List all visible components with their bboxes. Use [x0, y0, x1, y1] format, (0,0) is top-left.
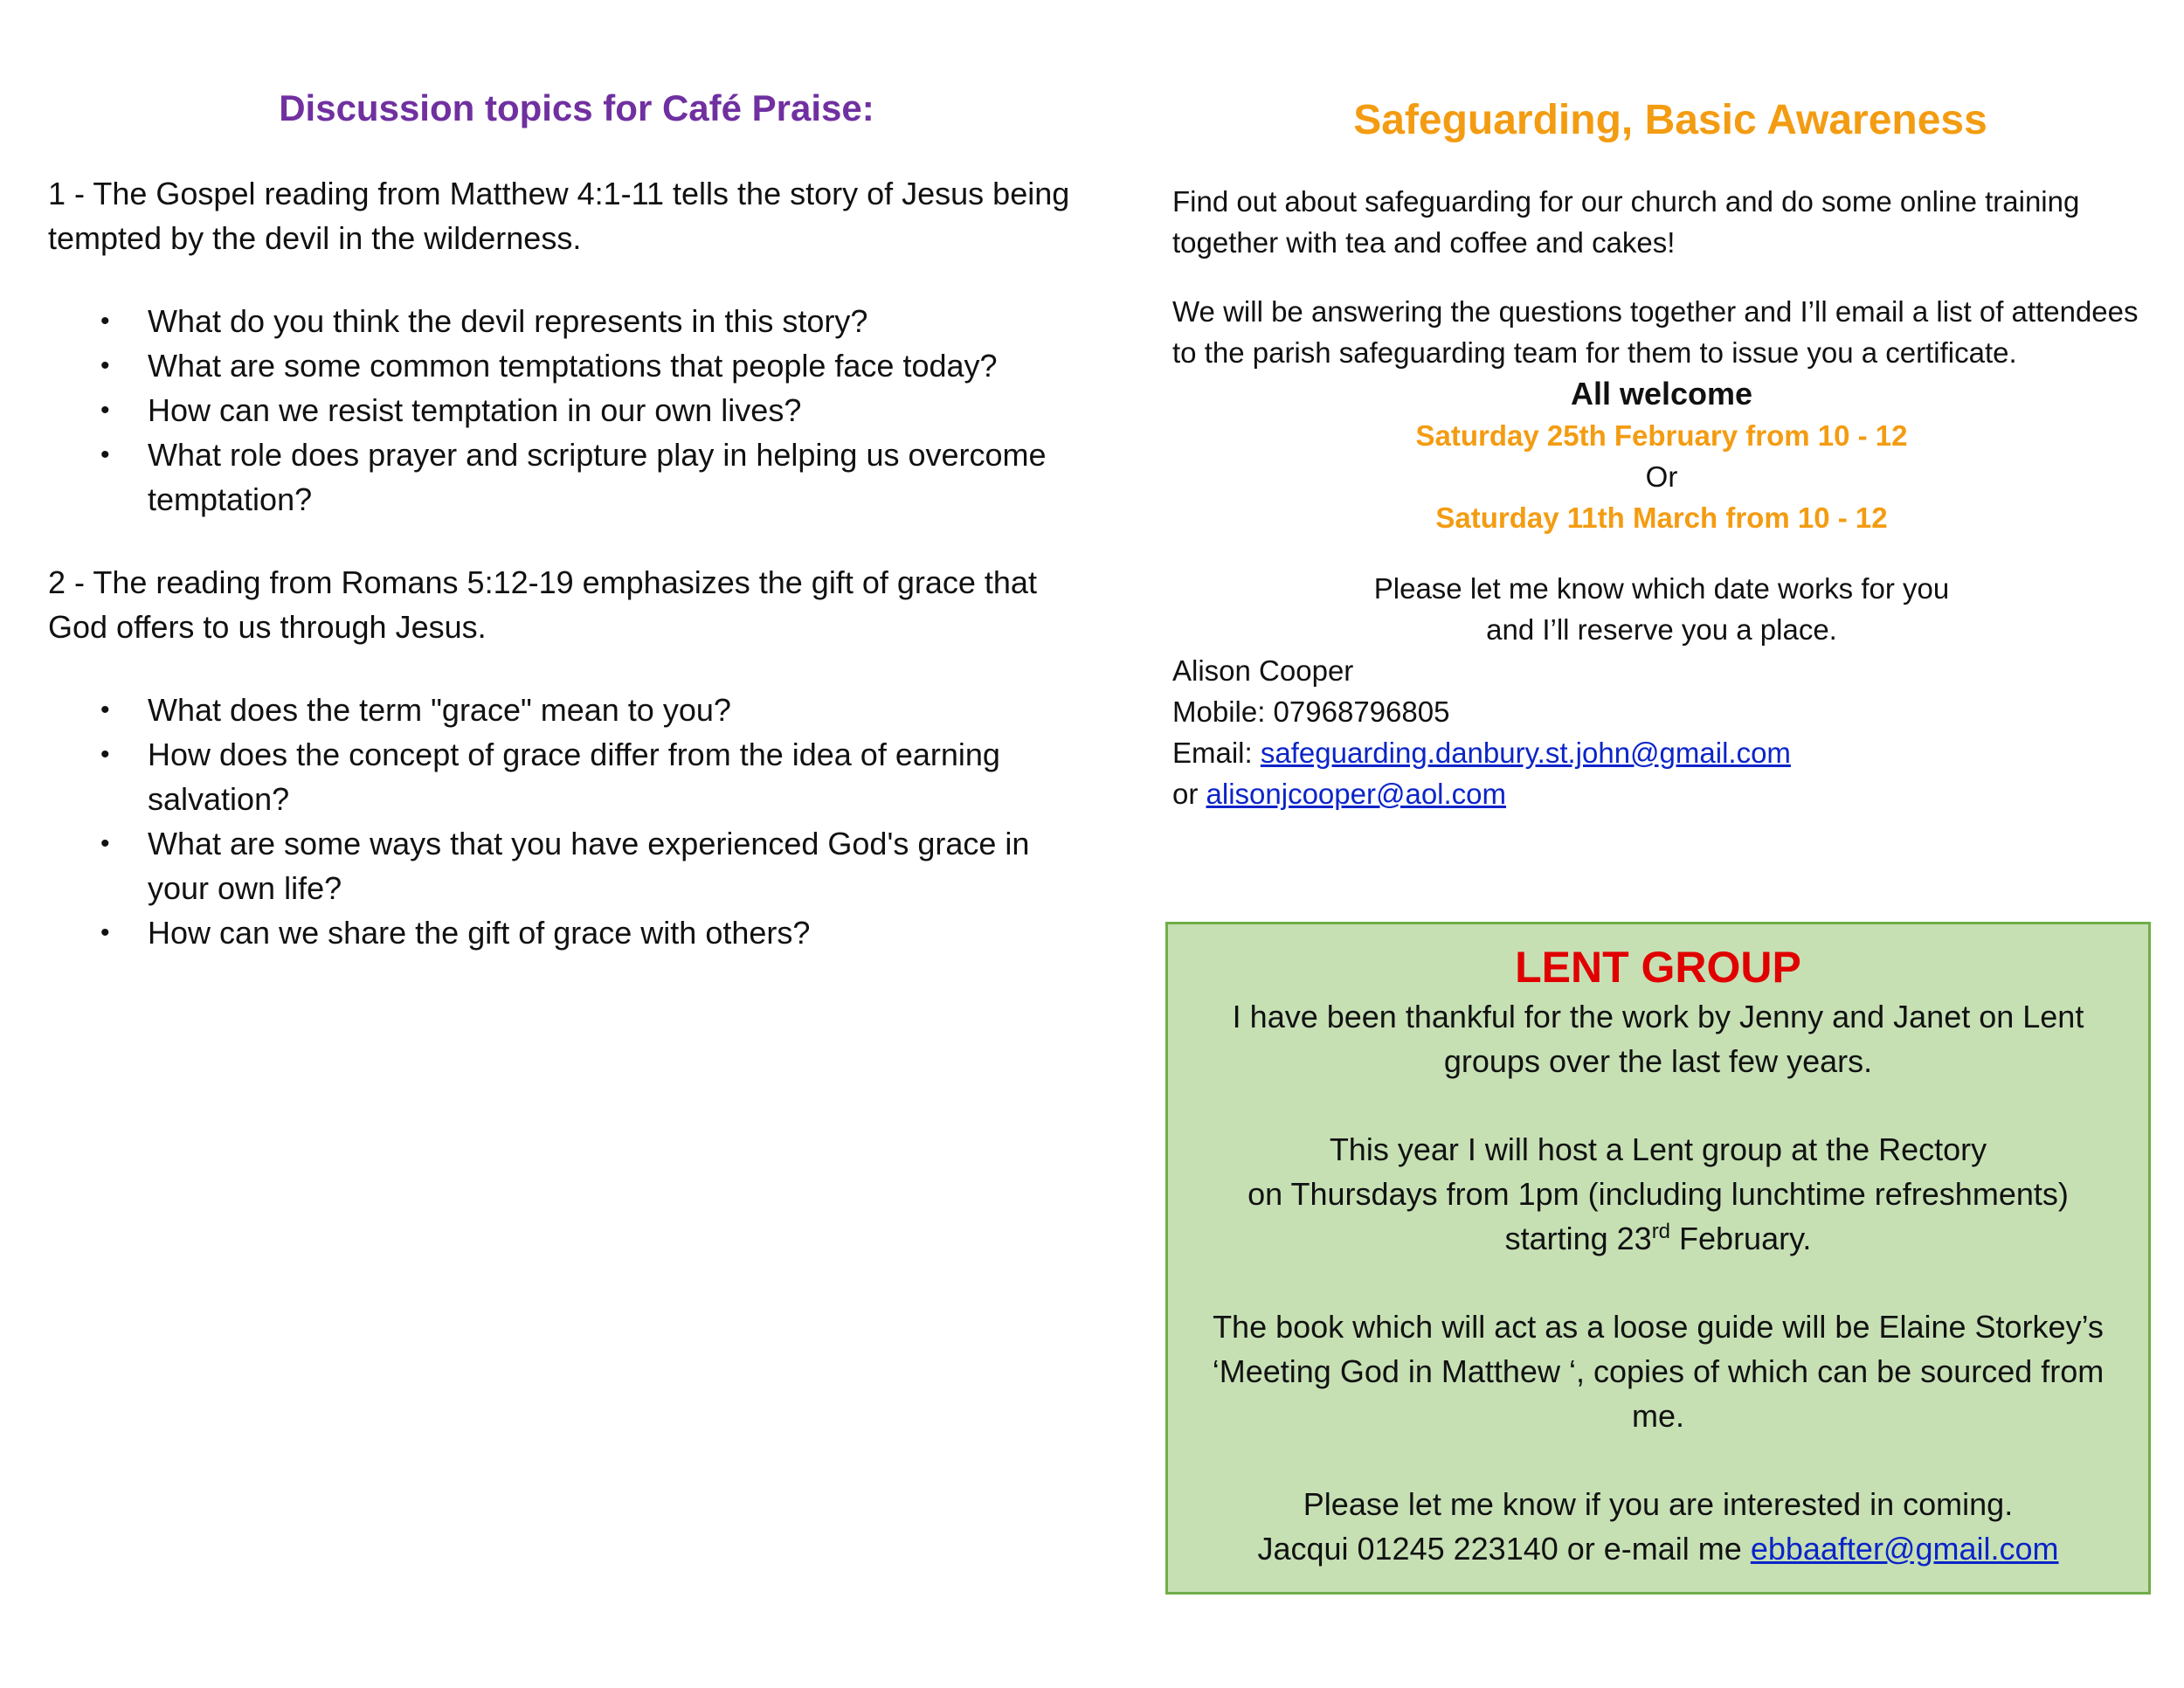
discussion-topics-section	[48, 87, 1079, 993]
contact-email-row: Email: safeguarding.danbury.st.john@gmail.com	[1172, 737, 1791, 769]
alison-email-link[interactable]: alisonjcooper@aol.com	[1206, 778, 1507, 810]
lent-thanks: I have been thankful for the work by Jenny and Janet on Lent groups over the last few years.	[1232, 999, 2084, 1079]
section-2-questions	[48, 688, 1079, 955]
section-2-intro: 2 - The reading from Romans 5:12-19 emphasizes the gift of grace that God offers to us through Jesus.	[48, 564, 1037, 645]
list-item: • What do you think the devil represents in this story?	[48, 299, 1079, 343]
safeguarding-details: We will be answering the questions together and I’ll email a list of attendees to the parish safeguarding team for them to issue you a certificate.	[1172, 295, 2139, 369]
bullet-icon: •	[100, 918, 110, 947]
list-item: • What are some common temptations that people face today?	[48, 343, 1079, 388]
reply-request-line-1: Please let me know which date works for you	[1373, 572, 1950, 605]
lent-title: LENT GROUP	[1515, 943, 1801, 992]
or-separator: Or	[1645, 460, 1678, 493]
bullet-icon: •	[100, 740, 110, 769]
lent-contact: Please let me know if you are interested in coming. Jacqui 01245 223140 or e-mail me ebbaafter@gmail.com	[1257, 1486, 2059, 1567]
reply-request-line-2: and I’ll reserve you a place.	[1486, 613, 1837, 646]
bullet-icon: •	[100, 695, 110, 724]
contact-name: Alison Cooper	[1172, 654, 1354, 687]
list-item: • How can we share the gift of grace with others?	[48, 910, 1079, 955]
safeguarding-title: Safeguarding, Basic Awareness	[1353, 97, 1987, 143]
section-1-questions	[48, 299, 1079, 522]
list-item: • What are some ways that you have experienced God's grace in your own life?	[48, 821, 1079, 910]
contact-mobile: Mobile: 07968796805	[1172, 695, 1450, 728]
bullet-icon: •	[100, 829, 110, 858]
safeguarding-email-link[interactable]: safeguarding.danbury.st.john@gmail.com	[1260, 737, 1791, 769]
contact-alt-email-row: or alisonjcooper@aol.com	[1172, 778, 1507, 810]
list-item: • How can we resist temptation in our own lives?	[48, 388, 1079, 432]
lent-book: The book which will act as a loose guide will be Elaine Storkey’s ‘Meeting God in Matthew ‘, copies of which can be sourced from me.	[1212, 1309, 2105, 1434]
lent-group-box	[1165, 922, 2151, 1595]
session-date-1: Saturday 25th February from 10 - 12	[1415, 419, 1908, 452]
list-item: • How does the concept of grace differ from the idea of earning salvation?	[48, 732, 1079, 821]
list-item: • What does the term "grace" mean to you?	[48, 688, 1079, 732]
discussion-title: Discussion topics for Café Praise:	[279, 87, 874, 128]
safeguarding-section	[1172, 96, 2151, 814]
bullet-icon: •	[100, 351, 110, 380]
jacqui-email-link[interactable]: ebbaafter@gmail.com	[1750, 1531, 2059, 1567]
safeguarding-intro: Find out about safeguarding for our church and do some online training together with tea and coffee and cakes!	[1172, 185, 2080, 259]
all-welcome-heading: All welcome	[1570, 376, 1753, 412]
bullet-icon: •	[100, 440, 110, 469]
list-item: • What role does prayer and scripture play in helping us overcome temptation?	[48, 432, 1079, 522]
session-date-2: Saturday 11th March from 10 - 12	[1435, 502, 1888, 534]
bullet-icon: •	[100, 307, 110, 336]
section-1-intro: 1 - The Gospel reading from Matthew 4:1-11 tells the story of Jesus being tempted by the devil in the wilderness.	[48, 176, 1070, 256]
bullet-icon: •	[100, 396, 110, 425]
lent-schedule: This year I will host a Lent group at the Rectory on Thursdays from 1pm (including lunchtime refreshments) starting 23rd February.	[1248, 1131, 2069, 1256]
